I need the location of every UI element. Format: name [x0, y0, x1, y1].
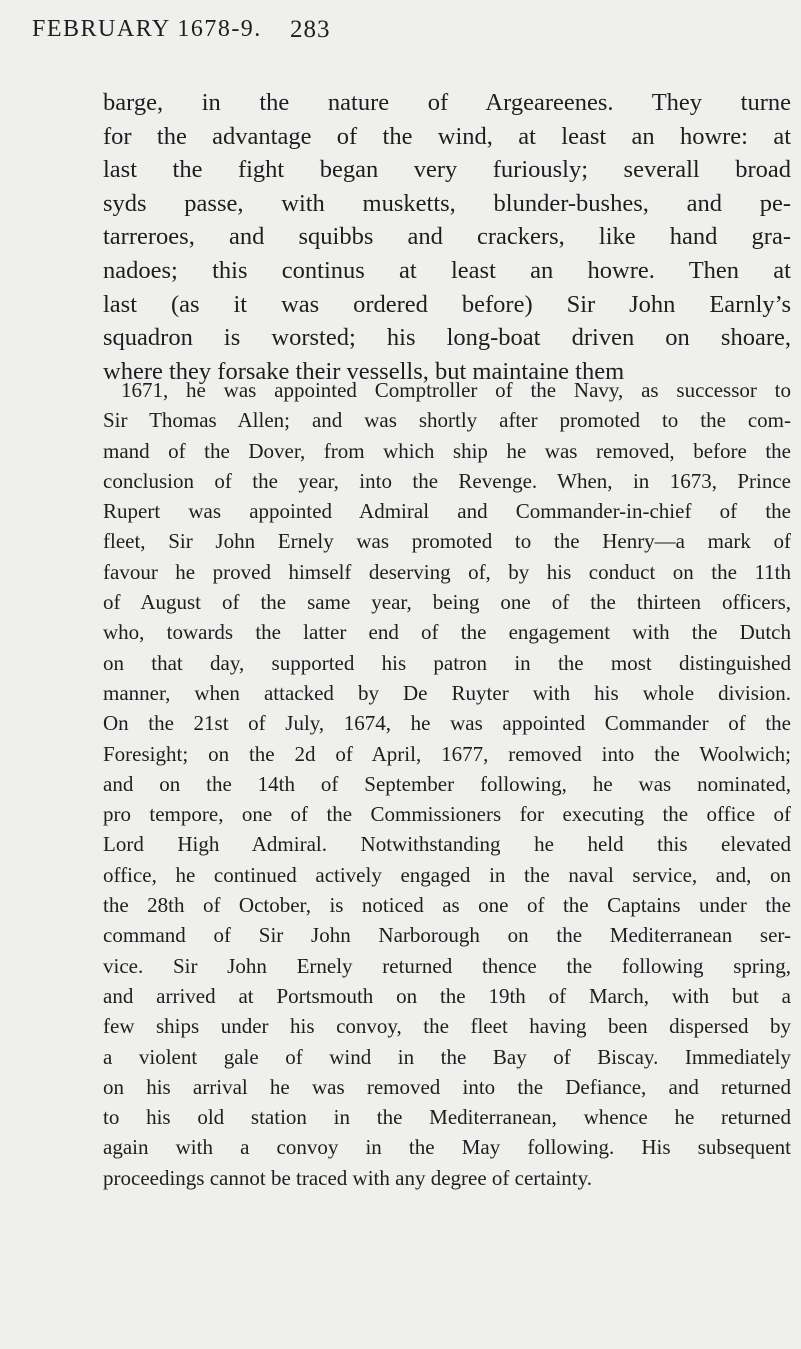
quote-line: syds passe, with musketts, blunder-bushes, and pe-: [103, 189, 791, 217]
body-line: again with a convoy in the May following. His subsequent: [103, 1135, 791, 1160]
body-line: On the 21st of July, 1674, he was appointed Commander of the: [103, 711, 791, 736]
body-line: 1671, he was appointed Comptroller of the Navy, as successor to: [121, 378, 791, 402]
body-line: proceedings cannot be traced with any degree of certainty.: [103, 1165, 592, 1190]
quote-line: where they forsake their vessells, but maintaine them: [103, 357, 625, 385]
quote-line: last the fight began very furiously; severall broad: [103, 156, 791, 184]
body-line: and arrived at Portsmouth on the 19th of March, with but a: [103, 983, 791, 1008]
quote-line: last (as it was ordered before) Sir John Earnly’s: [103, 290, 791, 318]
quote-line: nadoes; this continus at least an howre. Then at: [103, 256, 791, 284]
body-line: who, towards the latter end of the engagement with the Dutch: [103, 620, 791, 645]
body-line: of August of the same year, being one of the thirteen officers,: [103, 590, 791, 615]
running-head: [32, 16, 792, 56]
running-head-title: FEBRUARY 1678-9.: [32, 16, 262, 42]
body-line: Rupert was appointed Admiral and Commander-in-chief of the: [103, 499, 791, 524]
body-line: command of Sir John Narborough on the Mediterranean ser-: [103, 923, 791, 948]
body-line: pro tempore, one of the Commissioners for executing the office of: [103, 802, 791, 827]
body-line: to his old station in the Mediterranean, whence he returned: [103, 1105, 791, 1130]
body-line: Foresight; on the 2d of April, 1677, removed into the Woolwich;: [103, 741, 791, 766]
body-line: mand of the Dover, from which ship he was removed, before the: [103, 438, 791, 463]
quote-line: for the advantage of the wind, at least an howre: at: [103, 122, 791, 150]
quote-line: tarreroes, and squibbs and crackers, like hand gra-: [103, 223, 791, 251]
body-line: Lord High Admiral. Notwithstanding he held this elevated: [103, 832, 791, 857]
diary-quote: [103, 86, 791, 388]
body-line: Sir Thomas Allen; and was shortly after promoted to the com-: [103, 408, 791, 433]
body-line: manner, when attacked by De Ruyter with his whole division.: [103, 680, 791, 705]
body-line: favour he proved himself deserving of, by his conduct on the 11th: [103, 559, 791, 584]
quote-line: barge, in the nature of Argeareenes. They turne: [103, 89, 791, 116]
biographical-note: [103, 375, 791, 1193]
page-number: 283: [290, 16, 331, 43]
body-line: vice. Sir John Ernely returned thence the following spring,: [103, 953, 791, 978]
body-line: and on the 14th of September following, he was nominated,: [103, 771, 791, 796]
body-line: the 28th of October, is noticed as one of the Captains under the: [103, 893, 791, 918]
body-line: fleet, Sir John Ernely was promoted to the Henry—a mark of: [103, 529, 791, 554]
body-line: office, he continued actively engaged in the naval service, and, on: [103, 862, 791, 887]
body-line: on that day, supported his patron in the most distinguished: [103, 650, 791, 675]
quote-line: squadron is worsted; his long-boat driven on shoare,: [103, 324, 791, 352]
body-line: few ships under his convoy, the fleet having been dispersed by: [103, 1014, 791, 1039]
body-line: a violent gale of wind in the Bay of Biscay. Immediately: [103, 1044, 791, 1069]
body-line: on his arrival he was removed into the Defiance, and returned: [103, 1074, 791, 1099]
body-line: conclusion of the year, into the Revenge. When, in 1673, Prince: [103, 468, 791, 493]
